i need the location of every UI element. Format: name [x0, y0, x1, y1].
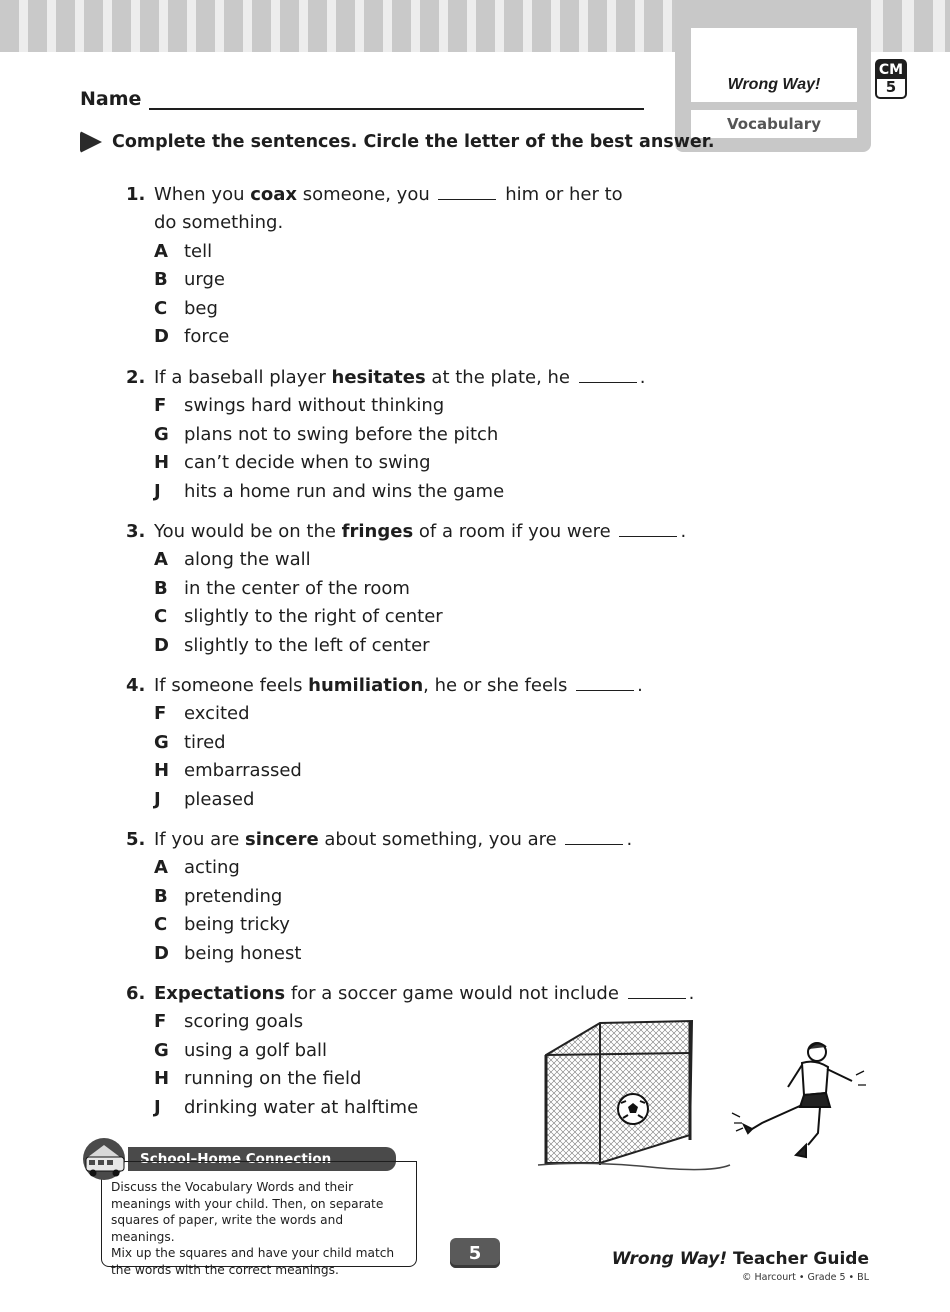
answer-option[interactable]: G using a golf ball	[154, 1039, 328, 1061]
question-3	[126, 517, 686, 660]
name-label: Name	[80, 88, 142, 110]
school-bus-house-icon	[78, 1135, 134, 1181]
name-field	[80, 88, 644, 110]
question-1	[126, 180, 623, 351]
answer-option[interactable]: A along the wall	[154, 549, 311, 571]
answer-blank[interactable]	[438, 185, 496, 200]
cm-badge-number: 5	[885, 78, 897, 96]
answer-option[interactable]: C being tricky	[154, 914, 290, 936]
answer-blank[interactable]	[579, 368, 637, 383]
question-number: 5.	[126, 828, 146, 850]
answer-option[interactable]: C beg	[154, 297, 218, 319]
school-home-line: Mix up the squares and have your child match	[111, 1246, 395, 1260]
name-line[interactable]	[149, 90, 644, 110]
question-stem: When you coax someone, you him or her to	[154, 183, 623, 205]
question-stem: Expectations for a soccer game would not include .	[154, 982, 695, 1004]
story-title: Wrong Way!	[691, 28, 857, 102]
answer-option[interactable]: F swings hard without thinking	[154, 395, 445, 417]
answer-option[interactable]: B pretending	[154, 885, 283, 907]
cm-badge	[875, 59, 907, 99]
soccer-player	[732, 1043, 866, 1157]
school-home-line: Discuss the Vocabulary Words and their	[111, 1180, 354, 1194]
question-stem: If someone feels humiliation, he or she feels .	[154, 674, 643, 696]
answer-blank[interactable]	[619, 522, 677, 537]
vocab-keyword: sincere	[245, 828, 319, 850]
answer-option[interactable]: G plans not to swing before the pitch	[154, 423, 499, 445]
school-home-line: meanings with your child. Then, on separate	[111, 1196, 384, 1211]
answer-option[interactable]: G tired	[154, 731, 226, 753]
school-home-line: squares of paper, write the words and meanings.	[111, 1213, 344, 1244]
answer-option[interactable]: J drinking water at halftime	[154, 1096, 419, 1118]
answer-option[interactable]: D being honest	[154, 942, 302, 964]
answer-blank[interactable]	[576, 676, 634, 691]
answer-option[interactable]: J hits a home run and wins the game	[154, 480, 505, 502]
question-stem-continuation: do something.	[154, 212, 284, 234]
answer-blank[interactable]	[628, 984, 686, 999]
instructions	[80, 131, 715, 153]
question-number: 4.	[126, 674, 146, 696]
answer-option[interactable]: F excited	[154, 703, 250, 725]
footer-guide-title: Wrong Way! Teacher Guide	[611, 1249, 869, 1269]
page-number: 5	[450, 1238, 500, 1268]
question-number: 1.	[126, 183, 146, 205]
question-5	[126, 825, 632, 968]
answer-option[interactable]: D force	[154, 326, 230, 348]
header-stripes-right	[871, 0, 950, 52]
question-number: 3.	[126, 520, 146, 542]
vocab-keyword: hesitates	[331, 366, 426, 388]
question-2	[126, 363, 645, 506]
answer-option[interactable]: A acting	[154, 857, 240, 879]
question-stem: You would be on the fringes of a room if you were .	[154, 520, 687, 542]
school-home-body	[101, 1161, 417, 1277]
header-tab-panel	[675, 0, 871, 152]
question-number: 2.	[126, 366, 146, 388]
question-number: 6.	[126, 982, 146, 1004]
vocab-keyword: Expectations	[154, 982, 286, 1004]
answer-option[interactable]: J pleased	[154, 788, 255, 810]
school-home-line: the words with the correct meanings.	[111, 1262, 339, 1277]
cm-badge-code: CM	[878, 62, 904, 78]
arrow-icon	[80, 131, 102, 153]
vocab-keyword: fringes	[341, 520, 414, 542]
footer-copyright: © Harcourt • Grade 5 • BL	[742, 1272, 869, 1283]
question-stem: If you are sincere about something, you are .	[154, 828, 633, 850]
answer-option[interactable]: H running on the field	[154, 1068, 362, 1090]
question-4	[126, 671, 643, 814]
answer-option[interactable]: D slightly to the left of center	[154, 634, 430, 656]
school-home-connection	[78, 1135, 420, 1277]
header-stripes	[0, 0, 675, 52]
answer-option[interactable]: F scoring goals	[154, 1011, 304, 1033]
answer-option[interactable]: C slightly to the right of center	[154, 606, 443, 628]
soccer-illustration	[530, 1015, 875, 1175]
answer-option[interactable]: H embarrassed	[154, 760, 302, 782]
answer-option[interactable]: A tell	[154, 240, 213, 262]
section-label: Vocabulary	[691, 110, 857, 138]
answer-option[interactable]: B in the center of the room	[154, 577, 410, 599]
soccer-ball-icon	[618, 1094, 648, 1124]
vocab-keyword: coax	[250, 183, 298, 205]
vocab-keyword: humiliation	[308, 674, 424, 696]
instructions-text: Complete the sentences. Circle the letter of the best answer.	[112, 132, 715, 152]
answer-option[interactable]: B urge	[154, 269, 225, 291]
question-stem: If a baseball player hesitates at the plate, he .	[154, 366, 646, 388]
answer-option[interactable]: H can’t decide when to swing	[154, 452, 431, 474]
answer-blank[interactable]	[565, 830, 623, 845]
school-home-title: School–Home Connection	[128, 1147, 396, 1171]
